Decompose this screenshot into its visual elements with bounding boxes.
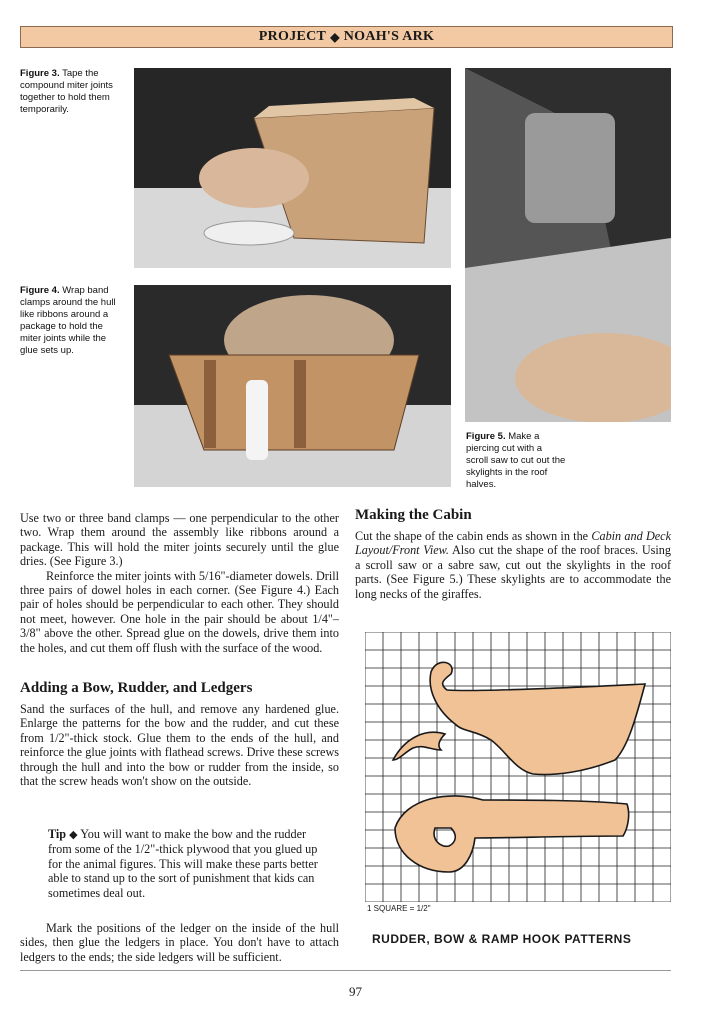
paragraph: Reinforce the miter joints with 5/16"-diameter dowels. Drill three pairs of dowel holes in each corner. (See Figure 4.) Each pair of holes should be perpendicular to each other. They should not meet, however. One hole in the pair should be about 1/4"–3/8" above the other. Spread glue on the dowels, drive them into the holes, and cut them off flush with the surface of the wood. — [20, 568, 339, 655]
diamond-icon: ◆ — [330, 29, 340, 44]
section-heading-making-cabin: Making the Cabin — [355, 507, 472, 523]
scale-label: 1 SQUARE = 1/2" — [367, 904, 431, 913]
figure-4-text: Wrap band clamps around the hull like ribbons around a package to hold the miter joints while the glue sets up. — [20, 285, 116, 356]
tip-box — [48, 827, 323, 900]
section-heading-bow-rudder: Adding a Bow, Rudder, and Ledgers — [20, 680, 253, 696]
right-column-text — [355, 529, 671, 601]
cross-reference: Cabin and Deck Layout/Front View. — [355, 529, 671, 558]
figure-3-photo — [134, 68, 451, 268]
figure-3-caption — [20, 68, 124, 116]
paragraph-part: Cut the shape of the cabin ends as shown in the — [355, 529, 592, 543]
left-column-mid — [20, 702, 339, 788]
running-header — [20, 26, 673, 48]
paragraph-part: Also cut the shape of the roof braces. Using a scroll saw or a sabre saw, cut out the skylights in the roof parts. (See Figure 5.) These skylights are to accommodate the long necks of the giraffes. — [355, 543, 671, 601]
paragraph: Mark the positions of the ledger on the inside of the hull sides, then glue the ledgers in place. You don't have to attach ledgers to the ends; the side ledgers will be sufficient. — [20, 921, 339, 964]
figure-4-caption — [20, 285, 124, 357]
figure-5-caption — [466, 431, 566, 491]
left-column-top — [20, 511, 339, 655]
figure-3-label: Figure 3. — [20, 68, 60, 79]
figure-5-photo — [465, 68, 671, 422]
header-project: PROJECT — [258, 29, 327, 44]
pattern-title: RUDDER, BOW & RAMP HOOK PATTERNS — [372, 932, 632, 946]
diamond-icon: ◆ — [69, 829, 78, 841]
tip-label: Tip — [48, 827, 67, 841]
figure-4-label: Figure 4. — [20, 285, 60, 296]
page-number: 97 — [349, 984, 362, 999]
paragraph: Use two or three band clamps — one perpendicular to the other two. Wrap them around the assembly like ribbons around a package. This will hold the miter joints securely until the glue dries. (See Figure 3.) — [20, 511, 339, 569]
ramp-hook-pattern — [395, 796, 629, 872]
left-column-bottom — [20, 921, 339, 964]
tip-text: You will want to make the bow and the rudder from some of the 1/2"-thick plywood that you glued up for the animal figures. This will make these parts better able to stand up to the sort of punishment that kids can sometimes deal out. — [48, 827, 318, 900]
figure-3-text: Tape the compound miter joints together to hold them temporarily. — [20, 68, 113, 115]
pattern-grid — [365, 632, 671, 902]
figure-5-label: Figure 5. — [466, 431, 506, 442]
figure-5-text: Make a piercing cut with a scroll saw to cut out the skylights in the roof halves. — [466, 431, 566, 490]
footer-rule — [20, 970, 671, 971]
header-title: NOAH'S ARK — [343, 29, 435, 44]
figure-4-photo — [134, 285, 451, 487]
paragraph: Sand the surfaces of the hull, and remove any hardened glue. Enlarge the patterns for the bow and the rudder, and cut these from 1/2"-thick stock. Glue them to the ends of the hull, and reinforce the glue joints with flathead screws. Drive these screws through the hull and into the bow or rudder from the inside, so that the screw heads won't show on the outside. — [20, 702, 339, 789]
